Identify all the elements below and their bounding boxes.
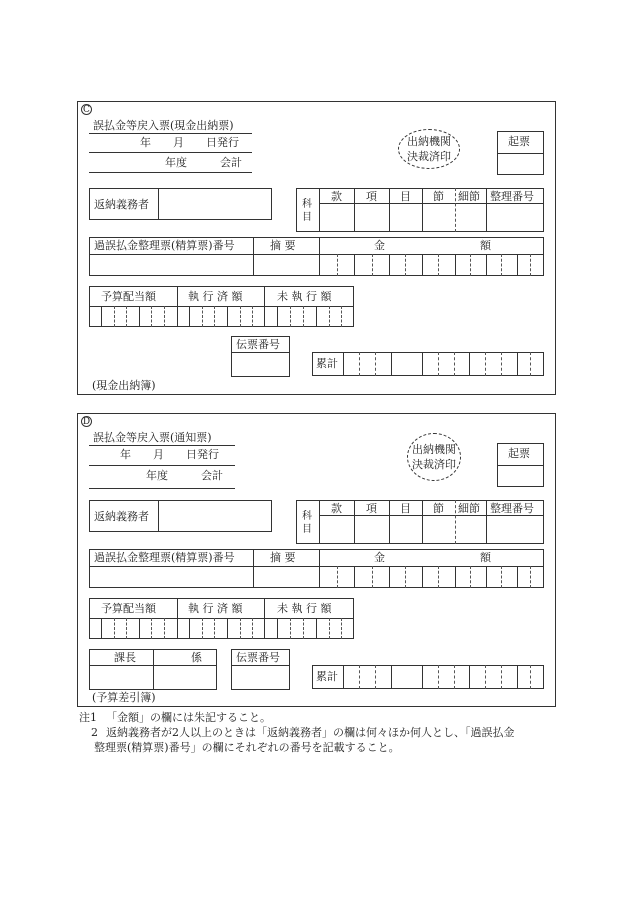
form-d-footer: (予算差引簿) <box>92 691 156 704</box>
form-c-col-ko: 項 <box>366 190 377 203</box>
note-2-text-line1: 返納義務者が2人以上のときは「返納義務者」の欄は何々ほか何人とし、「過誤払金 <box>106 726 515 739</box>
form-d-budget-label: 予算配当額 <box>101 602 156 615</box>
form-d-unexecuted-label: 未 執 行 額 <box>277 602 332 615</box>
form-c-henno-label: 返納義務者 <box>94 198 149 211</box>
form-c-col-setsu: 節 <box>433 190 444 203</box>
note-2-text-line2: 整理票(精算票)番号」の欄にそれぞれの番号を記載すること。 <box>94 741 400 754</box>
form-c-denpyo-label: 伝票番号 <box>236 338 280 351</box>
form-d-col-setsu: 節 <box>433 502 444 515</box>
form-d-mark: D <box>82 417 91 427</box>
form-d-executed-label: 執 行 済 額 <box>188 602 243 615</box>
form-d-kacho-label: 課長 <box>114 651 136 664</box>
form-c-executed-label: 執 行 済 額 <box>188 290 243 303</box>
form-d-denpyo-label: 伝票番号 <box>236 651 280 664</box>
form-d-kingaku-right: 額 <box>480 551 491 564</box>
form-c-kingaku-right: 額 <box>480 239 491 252</box>
form-d-kakari-label: 係 <box>191 651 202 664</box>
form-c-budget-label: 予算配当額 <box>101 290 156 303</box>
form-d-col-ko: 項 <box>366 502 377 515</box>
form-c-col-seiri: 整理番号 <box>490 190 534 203</box>
form-d-col-seiri: 整理番号 <box>490 502 534 515</box>
note-2-number: 2 <box>91 726 98 739</box>
form-c-mark: C <box>81 104 92 115</box>
form-d-henno-label: 返納義務者 <box>94 510 149 523</box>
form-d-seal-line1: 出納機関 <box>412 443 456 456</box>
form-c-ruikei-table <box>312 352 544 376</box>
form-d-ruikei-label: 累計 <box>316 670 338 683</box>
form-d-kingaku-left: 金 <box>374 551 385 564</box>
form-c-kingaku-left: 金 <box>374 239 385 252</box>
form-d-year-line: 年度 会計 <box>146 469 223 482</box>
form-d-tekiyo-label: 摘 要 <box>270 551 296 564</box>
form-c-unexecuted-label: 未 執 行 額 <box>277 290 332 303</box>
form-d-kamoku-label: 科目 <box>302 511 312 535</box>
form-d-seiri-label: 過誤払金整理票(精算票)番号 <box>94 551 235 564</box>
form-c-seal-line2: 決裁済印 <box>407 150 451 163</box>
note-1-text: 「金額」の欄には朱記すること。 <box>106 711 271 724</box>
form-d-col-moku: 目 <box>400 502 411 515</box>
form-c-seal-line1: 出納機関 <box>407 135 451 148</box>
form-c-col-kan: 款 <box>331 190 342 203</box>
form-d-seal-line2: 決裁済印 <box>412 458 456 471</box>
form-d-col-saisetsu: 細節 <box>458 502 480 515</box>
form-c-title: 誤払金等戻入票(現金出納票) <box>93 119 234 132</box>
form-d-seal <box>407 433 461 481</box>
form-c-seal <box>398 129 460 169</box>
form-c-col-saisetsu: 細節 <box>458 190 480 203</box>
form-d-date-line: 年 月 日発行 <box>120 448 219 461</box>
form-c-seiri-label: 過誤払金整理票(精算票)番号 <box>94 239 235 252</box>
form-d-col-kan: 款 <box>331 502 342 515</box>
form-d-ruikei-table <box>312 665 544 689</box>
note-1-number: 注1 <box>79 711 97 724</box>
form-c-kamoku-label: 科目 <box>302 199 312 223</box>
form-c-footer: (現金出納簿) <box>92 379 156 392</box>
form-c-col-moku: 目 <box>400 190 411 203</box>
form-d-kihyo-label: 起票 <box>508 447 530 460</box>
form-c-year-line: 年度 会計 <box>165 156 242 169</box>
form-d-title: 誤払金等戻入票(通知票) <box>93 431 212 444</box>
form-c-tekiyo-label: 摘 要 <box>270 239 296 252</box>
form-c-date-line: 年 月 日発行 <box>140 136 239 149</box>
form-c-ruikei-label: 累計 <box>316 357 338 370</box>
form-c-kihyo-label: 起票 <box>508 135 530 148</box>
